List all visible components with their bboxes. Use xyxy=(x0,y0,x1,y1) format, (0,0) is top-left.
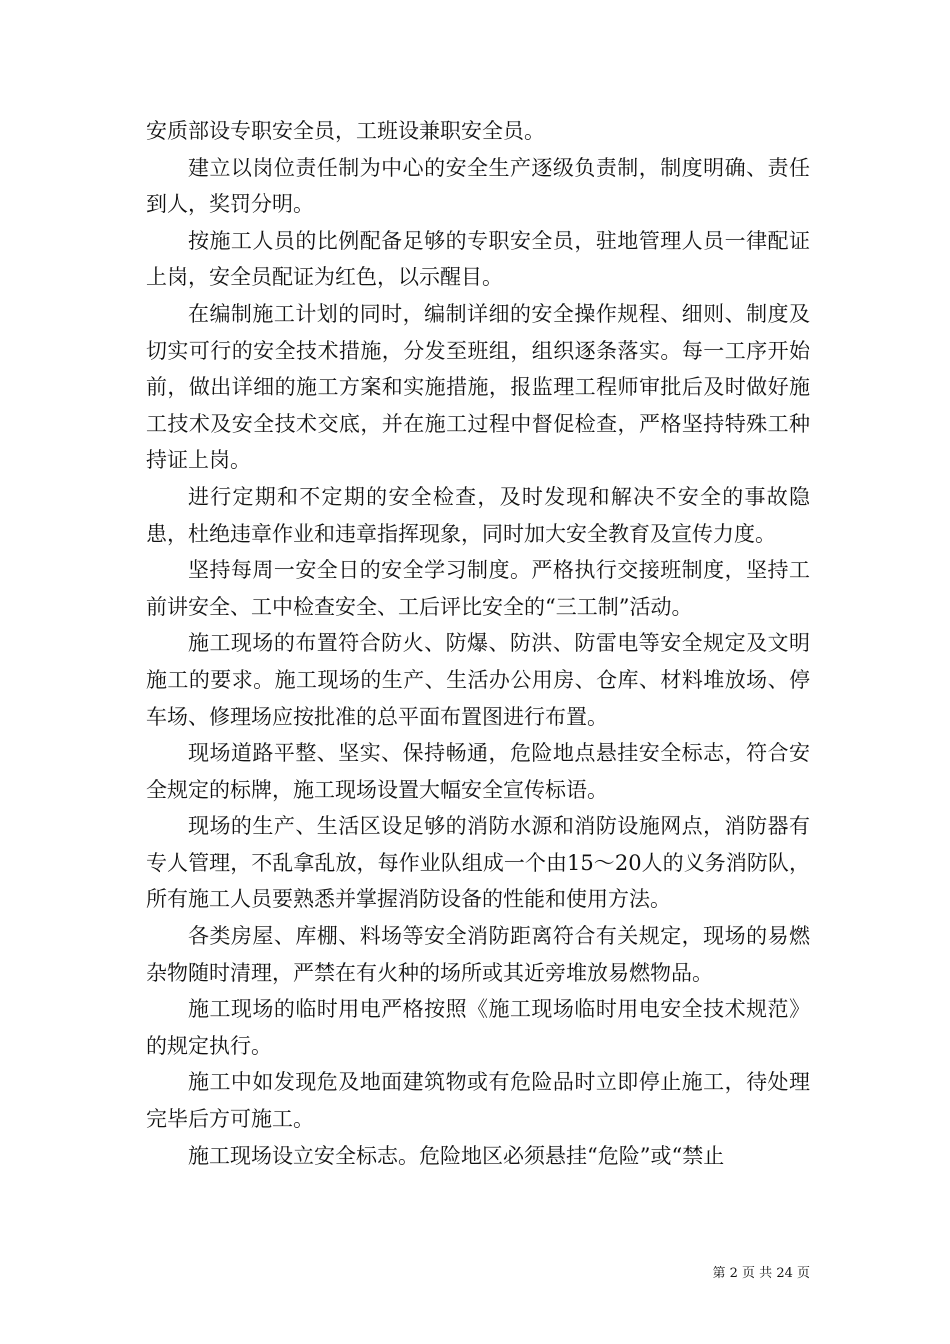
paragraph: 在编制施工计划的同时，编制详细的安全操作规程、细则、制度及切实可行的安全技术措施，分发至班组，组织逐条落实。每一工序开始前，做出详细的施工方案和实施措施，报监理工程师审批后及时做好施工技术及安全技术交底，并在施工过程中督促检查，严格坚持特殊工种持证上岗。 xyxy=(146,301,810,473)
paragraph: 坚持每周一安全日的安全学习制度。严格执行交接班制度，坚持工前讲安全、工中检查安全、工后评比安全的“三工制”活动。 xyxy=(146,558,810,619)
paragraph: 进行定期和不定期的安全检查，及时发现和解决不安全的事故隐患，杜绝违章作业和违章指挥现象，同时加大安全教育及宣传力度。 xyxy=(146,484,810,546)
paragraph: 施工现场的临时用电严格按照《施工现场临时用电安全技术规范》的规定执行。 xyxy=(146,997,810,1058)
paragraph: 现场道路平整、坚实、保持畅通，危险地点悬挂安全标志，符合安全规定的标牌，施工现场设置大幅安全宣传标语。 xyxy=(146,741,810,802)
paragraph: 安质部设专职安全员，工班设兼职安全员。 xyxy=(146,119,545,143)
paragraph: 施工现场设立安全标志。危险地区必须悬挂“危险”或“禁止 xyxy=(188,1143,725,1168)
paragraph: 按施工人员的比例配备足够的专职安全员，驻地管理人员一律配证上岗，安全员配证为红色，以示醒目。 xyxy=(146,228,810,290)
document-body xyxy=(146,113,810,1174)
paragraph: 施工现场的布置符合防火、防爆、防洪、防雷电等安全规定及文明施工的要求。施工现场的生产、生活办公用房、仓库、材料堆放场、停车场、修理场应按批准的总平面布置图进行布置。 xyxy=(146,631,810,729)
paragraph: 现场的生产、生活区设足够的消防水源和消防设施网点，消防器有专人管理，不乱拿乱放，每作业队组成一个由15～20人的义务消防队，所有施工人员要熟悉并掌握消防设备的性能和使用方法。 xyxy=(146,814,810,912)
paragraph: 建立以岗位责任制为中心的安全生产逐级负责制，制度明确、责任到人，奖罚分明。 xyxy=(146,155,810,217)
page-number: 第 2 页 共 24 页 xyxy=(712,1266,810,1281)
paragraph: 施工中如发现危及地面建筑物或有危险品时立即停止施工，待处理完毕后方可施工。 xyxy=(146,1070,810,1132)
paragraph: 各类房屋、库棚、料场等安全消防距离符合有关规定，现场的易燃杂物随时清理，严禁在有火种的场所或其近旁堆放易燃物品。 xyxy=(146,924,810,985)
